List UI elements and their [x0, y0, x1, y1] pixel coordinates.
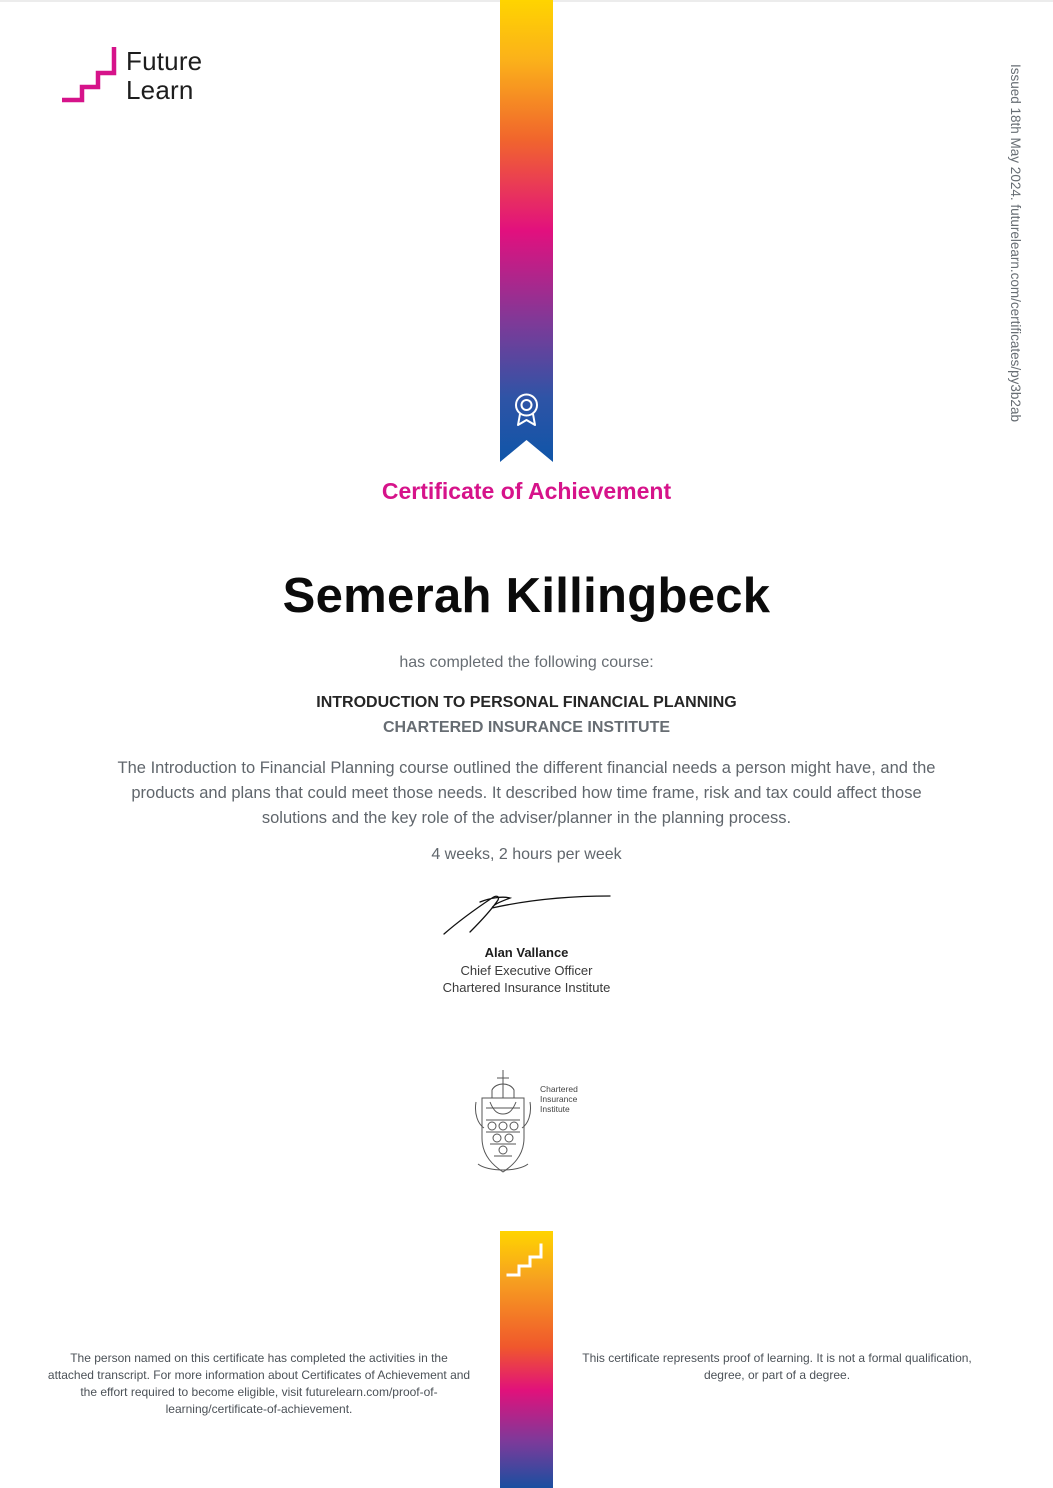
- coat-of-arms-icon: [470, 1068, 536, 1180]
- stairs-icon: [506, 1239, 548, 1279]
- course-description: The Introduction to Financial Planning course outlined the different financial needs a person might have, and the products and plans that could meet those needs. It described how time frame, risk and tax could affect those solutions and the key role of the adviser/planner in the planning process.: [117, 759, 936, 827]
- signatory-organisation: Chartered Insurance Institute: [442, 980, 611, 995]
- course-title: INTRODUCTION TO PERSONAL FINANCIAL PLANNING: [316, 694, 737, 711]
- issued-date-vertical: [1005, 64, 1025, 444]
- issued-text: Issued 18th May 2024. futurelearn.com/certificates/py3b2ab: [1008, 64, 1023, 422]
- crest-label-line-3: Institute: [540, 1104, 570, 1114]
- stairs-icon: [62, 47, 122, 107]
- signatory-role: Chief Executive Officer: [460, 963, 593, 978]
- cii-crest-logo: [470, 1068, 590, 1180]
- course-duration: 4 weeks, 2 hours per week: [431, 846, 622, 863]
- award-badge-icon: [512, 392, 541, 428]
- signature-image: [440, 884, 616, 940]
- completed-text: has completed the following course:: [399, 654, 654, 671]
- course-provider: CHARTERED INSURANCE INSTITUTE: [382, 719, 671, 736]
- crest-label-line-1: Chartered: [540, 1084, 578, 1094]
- logo-line-1: Future: [126, 46, 203, 76]
- footer-left-note: The person named on this certificate has completed the activities in the attached transcript. For more information about Certificates of Achievement and the effort required to become eligible, visit futurelearn.com/proof-of-learning/certificate-of-achievement.: [47, 1351, 471, 1416]
- achievement-ribbon: [500, 0, 553, 462]
- bottom-ribbon: [500, 1231, 553, 1488]
- crest-label: [540, 1084, 578, 1114]
- crest-label-line-2: Insurance: [540, 1094, 578, 1104]
- logo-wordmark: [126, 47, 202, 105]
- footer-right-note: This certificate represents proof of learning. It is not a formal qualification, degree, or part of a degree.: [582, 1351, 972, 1382]
- signatory-name: Alan Vallance: [484, 945, 569, 960]
- certificate-title: Certificate of Achievement: [381, 478, 672, 504]
- futurelearn-logo: [62, 47, 232, 107]
- logo-line-2: Learn: [126, 75, 194, 105]
- recipient-name: Semerah Killingbeck: [282, 569, 771, 623]
